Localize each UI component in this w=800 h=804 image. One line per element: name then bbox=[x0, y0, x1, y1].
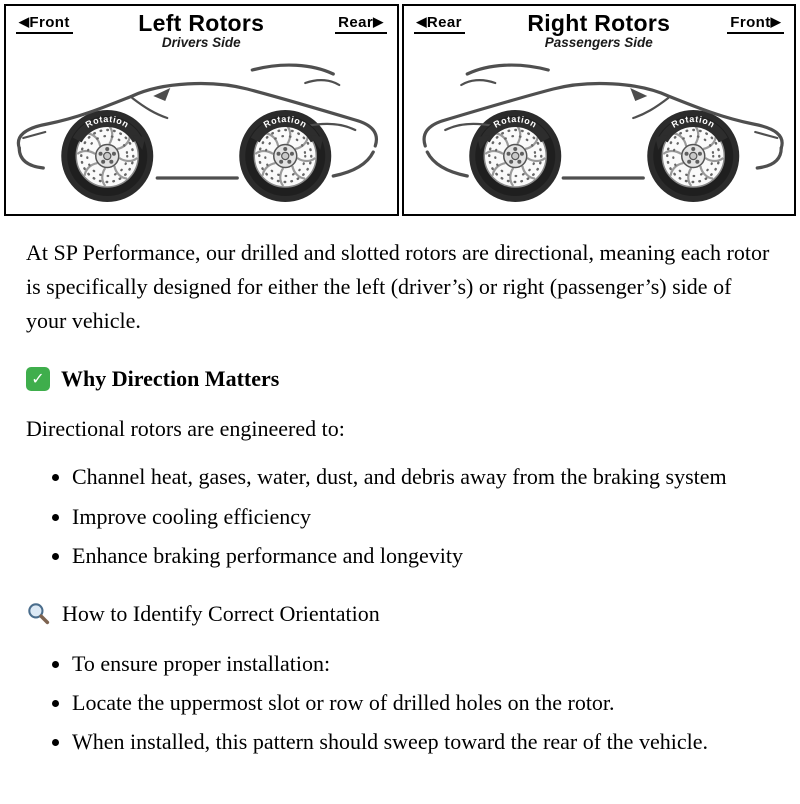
check-icon: ✓ bbox=[26, 367, 50, 391]
section-heading-why-direction-matters bbox=[26, 362, 772, 396]
list-item: • To ensure proper installation: bbox=[72, 647, 772, 681]
list-item: • Locate the uppermost slot or row of drilled holes on the rotor. bbox=[72, 686, 772, 720]
section-heading-identify-orientation bbox=[26, 597, 772, 631]
front-direction-label: ◀Front bbox=[16, 14, 73, 34]
rear-direction-label: ◀Rear bbox=[414, 14, 465, 34]
rotation-label: Rotation bbox=[261, 113, 309, 130]
front-direction-label: Front▶ bbox=[727, 14, 784, 34]
rear-direction-label: Rear▶ bbox=[335, 14, 386, 34]
intro-paragraph: At SP Performance, our drilled and slotted rotors are directional, meaning each rotor is specifically designed for either the left (driver’s) or right (passenger’s) side of your vehicle. bbox=[26, 240, 770, 334]
arrow-right-icon: ▶ bbox=[373, 14, 384, 29]
list-item: • Enhance braking performance and longevity bbox=[72, 539, 772, 573]
arrow-left-icon: ◀ bbox=[19, 14, 30, 29]
benefits-list bbox=[26, 460, 772, 572]
list-item: • Improve cooling efficiency bbox=[72, 500, 772, 534]
right-panel-subtitle: Passengers Side bbox=[544, 35, 653, 51]
rotation-label: Rotation bbox=[491, 113, 539, 130]
rotation-label: Rotation bbox=[669, 113, 717, 130]
magnifier-icon bbox=[26, 601, 51, 626]
rotor-direction-diagram bbox=[4, 4, 796, 216]
engineered-lead-text: Directional rotors are engineered to: bbox=[26, 416, 345, 442]
left-car-illustration bbox=[6, 56, 397, 208]
left-panel-header bbox=[6, 6, 397, 56]
list-item: • When installed, this pattern should sweep toward the rear of the vehicle. bbox=[72, 725, 772, 759]
arrow-right-icon: ▶ bbox=[770, 14, 781, 29]
right-panel-title: Right Rotors bbox=[527, 10, 671, 36]
orientation-steps-list bbox=[26, 647, 772, 759]
article bbox=[0, 216, 800, 759]
left-rotors-panel bbox=[4, 4, 399, 216]
heading-text: Why Direction Matters bbox=[61, 366, 280, 392]
right-rotors-panel bbox=[402, 4, 797, 216]
right-car-illustration bbox=[404, 56, 795, 208]
arrow-left-icon: ◀ bbox=[416, 14, 427, 29]
left-panel-subtitle: Drivers Side bbox=[161, 35, 241, 51]
rotation-label: Rotation bbox=[83, 113, 131, 130]
list-item: • Channel heat, gases, water, dust, and debris away from the braking system bbox=[72, 460, 772, 494]
right-panel-header bbox=[404, 6, 795, 56]
heading-text: How to Identify Correct Orientation bbox=[62, 600, 380, 626]
left-panel-title: Left Rotors bbox=[138, 10, 265, 36]
